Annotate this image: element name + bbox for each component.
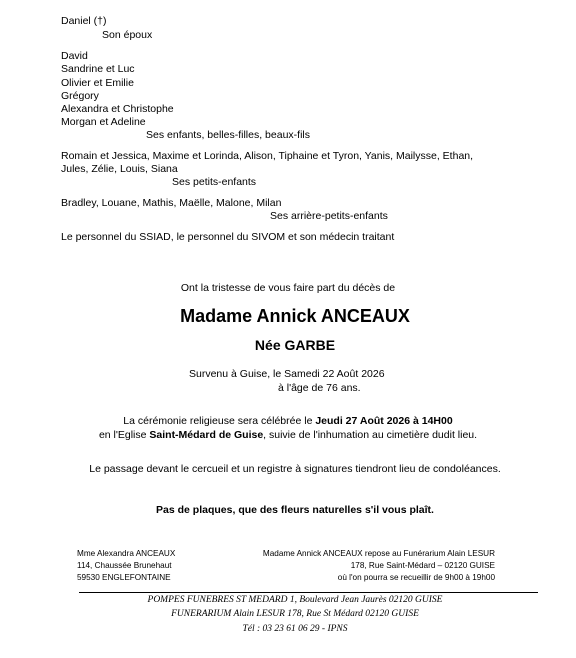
child-4: Grégory bbox=[61, 90, 99, 102]
flowers-line: Pas de plaques, que des fleurs naturelles s'il vous plaît. bbox=[156, 504, 434, 516]
contact-right-line-2: 178, Rue Saint-Médard – 02120 GUISE bbox=[350, 561, 495, 570]
grandchildren-line-1: Romain et Jessica, Maxime et Lorinda, Alison, Tiphaine et Tyron, Yanis, Mailysse, Ethan, bbox=[61, 150, 474, 162]
ceremony-line-1 bbox=[0, 415, 576, 427]
contact-right-line-3: où l'on pourra se recueillir de 9h00 à 19h00 bbox=[337, 573, 495, 582]
burial-info: , suivie de l'inhumation au cimetière dudit lieu. bbox=[263, 429, 478, 441]
child-6: Morgan et Adeline bbox=[61, 116, 146, 128]
death-place-date: Survenu à Guise, le Samedi 22 Août 2026 bbox=[189, 368, 385, 380]
staff-line: Le personnel du SSIAD, le personnel du SIVOM et son médecin traitant bbox=[61, 231, 395, 243]
ceremony-intro: La cérémonie religieuse sera célébrée le bbox=[123, 415, 316, 427]
church-name: Saint-Médard de Guise bbox=[149, 429, 264, 441]
announcement-intro: Ont la tristesse de vous faire part du décès de bbox=[180, 282, 396, 294]
contact-left-name: Mme Alexandra ANCEAUX bbox=[77, 549, 176, 558]
contact-left-city: 59530 ENGLEFONTAINE bbox=[77, 573, 171, 582]
death-age: à l'âge de 76 ans. bbox=[278, 382, 361, 394]
ceremony-line-2 bbox=[0, 429, 576, 441]
footer-line-1: POMPES FUNEBRES ST MEDARD 1, Boulevard Jean Jaurès 02120 GUISE bbox=[147, 595, 443, 605]
contact-right-line-1: Madame Annick ANCEAUX repose au Funérarium Alain LESUR bbox=[262, 549, 495, 558]
spouse-label: Son époux bbox=[102, 29, 153, 41]
great-grandchildren-label: Ses arrière-petits-enfants bbox=[270, 210, 388, 222]
footer-line-3: Tél : 03 23 61 06 29 - IPNS bbox=[242, 624, 348, 634]
child-5: Alexandra et Christophe bbox=[61, 103, 174, 115]
grandchildren-line-2: Jules, Zélie, Louis, Siana bbox=[61, 163, 178, 175]
spouse-name: Daniel (†) bbox=[61, 15, 107, 27]
child-3: Olivier et Emilie bbox=[61, 77, 134, 89]
ceremony-date: Jeudi 27 Août 2026 à 14H00 bbox=[315, 415, 453, 427]
children-label: Ses enfants, belles-filles, beaux-fils bbox=[146, 129, 310, 141]
contact-left-street: 114, Chaussée Brunehaut bbox=[77, 561, 172, 570]
grandchildren-label: Ses petits-enfants bbox=[172, 176, 257, 188]
footer-divider bbox=[79, 592, 538, 593]
child-2: Sandrine et Luc bbox=[61, 63, 135, 75]
maiden-name: Née GARBE bbox=[254, 337, 336, 353]
deceased-name: Madame Annick ANCEAUX bbox=[180, 306, 410, 326]
church-prefix: en l'Eglise bbox=[98, 429, 150, 441]
condolences-line: Le passage devant le cercueil et un registre à signatures tiendront lieu de condoléances. bbox=[89, 463, 501, 475]
footer-line-2: FUNERARIUM Alain LESUR 178, Rue St Médard 02120 GUISE bbox=[171, 609, 419, 619]
great-grandchildren: Bradley, Louane, Mathis, Maëlle, Malone, Milan bbox=[61, 197, 282, 209]
child-1: David bbox=[61, 50, 88, 62]
